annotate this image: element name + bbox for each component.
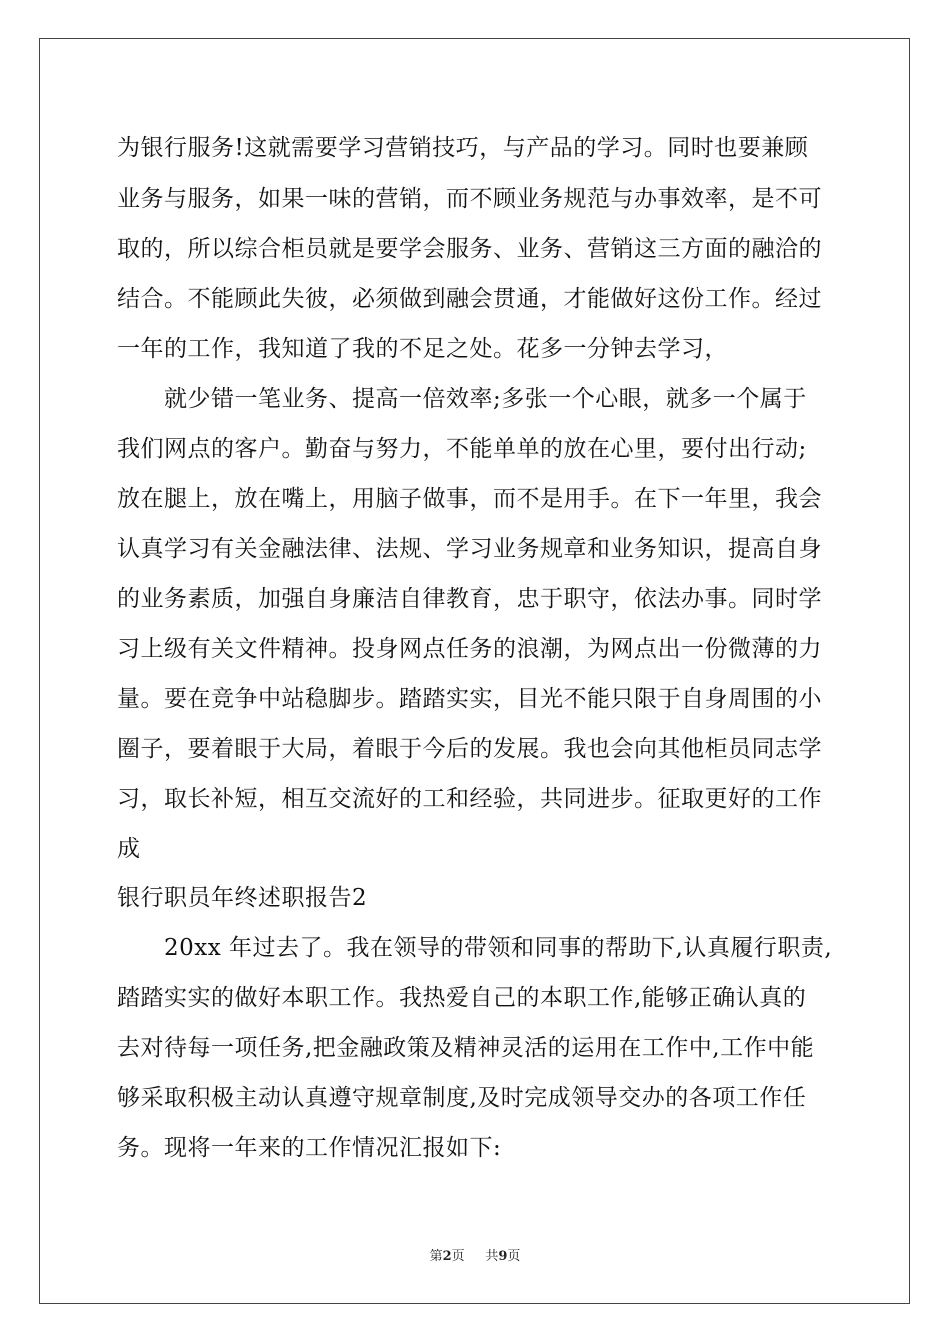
text-line: 量。要在竞争中站稳脚步。踏踏实实，目光不能只限于自身周围的小: [117, 686, 822, 712]
text-line: 20xx 年过去了。我在领导的带领和同事的帮助下,认真履行职责,: [164, 935, 833, 961]
text-line: 踏踏实实的做好本职工作。我热爱自己的本职工作,能够正确认真的: [117, 985, 807, 1011]
text-line: 就少错一笔业务、提高一倍效率;多张一个心眼，就多一个属于: [164, 386, 807, 412]
text-line: 为银行服务!这就需要学习营销技巧，与产品的学习。同时也要兼顾: [117, 135, 809, 161]
text-line: 习，取长补短，相互交流好的工和经验，共同进步。征取更好的工作: [117, 786, 822, 812]
text-line: 习上级有关文件精神。投身网点任务的浪潮，为网点出一份微薄的力: [117, 636, 822, 662]
page-total: 共9页: [485, 1249, 521, 1264]
text-line: 结合。不能顾此失彼，必须做到融会贯通，才能做好这份工作。经过: [117, 286, 822, 312]
text-line: 我们网点的客户。勤奋与努力，不能单单的放在心里，要付出行动;: [117, 436, 807, 462]
text-line: 认真学习有关金融法律、法规、学习业务规章和业务知识，提高自身: [117, 536, 822, 562]
page-footer: [0, 1248, 950, 1266]
page-border: [39, 38, 910, 1304]
text-line: 放在腿上，放在嘴上，用脑子做事，而不是用手。在下一年里，我会: [117, 486, 822, 512]
text-line: 圈子，要着眼于大局，着眼于今后的发展。我也会向其他柜员同志学: [117, 736, 822, 762]
text-line: 去对待每一项任务,把金融政策及精神灵活的运用在工作中,工作中能: [117, 1035, 815, 1061]
text-line: 取的，所以综合柜员就是要学会服务、业务、营销这三方面的融洽的: [117, 236, 822, 262]
text-line: 务。现将一年来的工作情况汇报如下:: [117, 1135, 502, 1161]
page-number: 第2页: [429, 1249, 465, 1264]
section-title: 银行职员年终述职报告2: [117, 885, 368, 911]
text-line: 成: [117, 836, 141, 862]
text-line: 的业务素质，加强自身廉洁自律教育，忠于职守，依法办事。同时学: [117, 586, 822, 612]
text-line: 一年的工作，我知道了我的不足之处。花多一分钟去学习，: [117, 336, 728, 362]
text-line: 业务与服务，如果一味的营销，而不顾业务规范与办事效率，是不可: [117, 186, 822, 212]
text-line: 够采取积极主动认真遵守规章制度,及时完成领导交办的各项工作任: [117, 1085, 807, 1111]
